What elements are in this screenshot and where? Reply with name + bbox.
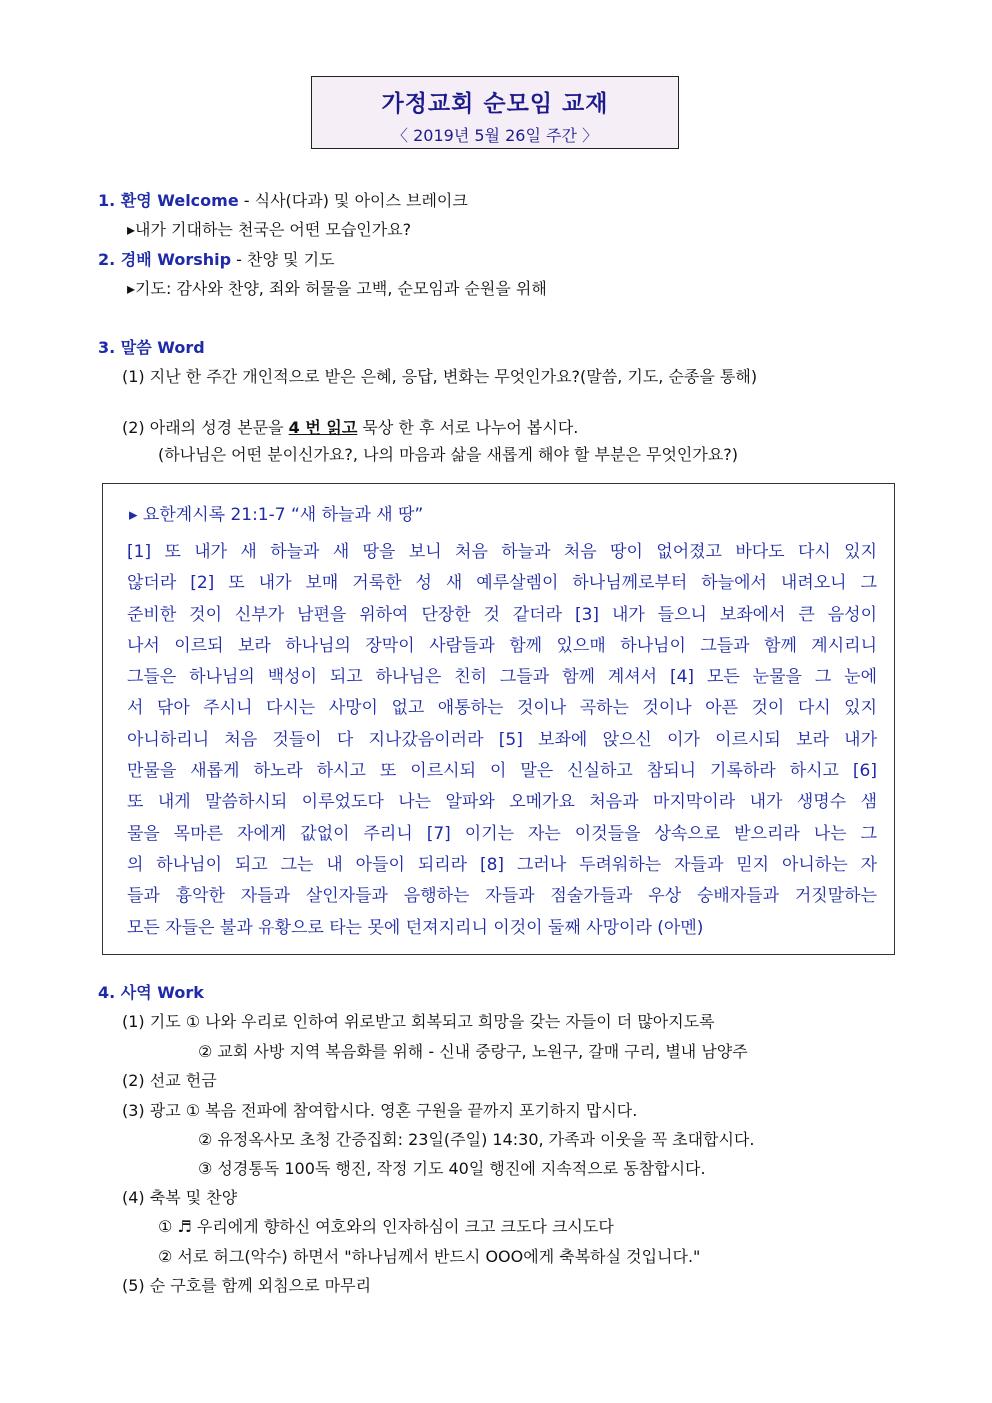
section-3-item-2: (2) 아래의 성경 본문을 4 번 읽고 묵상 한 후 서로 나누어 봅시다. [122,418,579,437]
section-3-item-2-sub: (하나님은 어떤 분이신가요?, 나의 마음과 삶을 새롭게 해야 할 부분은 무엇인가요?) [158,445,739,464]
section-4-heading: 4. 사역 Work [98,983,204,1002]
scripture-line: 준비한 것이 신부가 남편을 위하여 단장한 것 같더라 [3] 내가 들으니 보좌에서 큰 음성이 [127,604,877,625]
title-box [311,76,679,149]
section-1-question: ▸내가 기대하는 천국은 어떤 모습인가요? [127,220,412,239]
section-4-line-10: (5) 순 구호를 함께 외침으로 마무리 [122,1276,372,1295]
page-subtitle: 〈 2019년 5월 26일 주간 〉 [392,126,598,145]
scripture-text [127,537,877,944]
section-4-line-1: (1) 기도 ① 나와 우리로 인하여 위로받고 회복되고 희망을 갖는 자들이 더 많아지도록 [122,1012,715,1031]
section-2-prayer: ▸기도: 감사와 찬양, 죄와 허물을 고백, 순모임과 순원을 위해 [127,279,547,298]
page-title: 가정교회 순모임 교재 [381,91,609,117]
section-3-item-1: (1) 지난 한 주간 개인적으로 받은 은혜, 응답, 변화는 무엇인가요?(말씀, 기도, 순종을 통해) [122,367,758,386]
scripture-line: [1] 또 내가 새 하늘과 새 땅을 보니 처음 하늘과 처음 땅이 없어졌고 바다도 다시 있지 [127,542,877,562]
section-3-heading: 3. 말씀 Word [98,338,205,357]
section-4-line-9: ② 서로 허그(악수) 하면서 "하나님께서 반드시 OOO에게 축복하실 것입니다." [158,1247,701,1266]
section-4-line-3: (2) 선교 헌금 [122,1071,217,1090]
scripture-line: 또 내게 말씀하시되 이루었도다 나는 알파와 오메가요 처음과 마지막이라 내가 생명수 샘 [127,792,877,813]
scripture-line: 않더라 [2] 또 내가 보매 거룩한 성 새 예루살렘이 하나님께로부터 하늘에서 내려오니 그 [127,573,877,594]
section-1-heading: 1. 환영 Welcome - 식사(다과) 및 아이스 브레이크 [98,191,468,210]
scripture-line: 물을 목마른 자에게 값없이 주리니 [7] 이기는 자는 이것들을 상속으로 받으리라 나는 그 [127,823,877,844]
scripture-line: 그들은 하나님의 백성이 되고 하나님은 친히 그들과 함께 계셔서 [4] 모든 눈물을 그 눈에 [127,667,877,688]
scripture-line: 모든 자들은 불과 유황으로 타는 못에 던져지리니 이것이 둘째 사망이라 (아멘) [127,917,704,938]
section-4-line-5: ② 유정옥사모 초청 간증집회: 23일(주일) 14:30, 가족과 이웃을 꼭 초대합시다. [198,1130,755,1149]
section-2-heading: 2. 경배 Worship - 찬양 및 기도 [98,250,335,269]
section-4-line-2: ② 교회 사방 지역 복음화를 위해 - 신내 중랑구, 노원구, 갈매 구리, 별내 남양주 [198,1042,748,1061]
scripture-line: 들과 흉악한 자들과 살인자들과 음행하는 자들과 점술가들과 우상 숭배자들과 거짓말하는 [127,886,877,907]
scripture-line: 서 닦아 주시니 다시는 사망이 없고 애통하는 것이나 곡하는 것이나 아픈 것이 다시 있지 [127,698,877,719]
section-4-line-8: ① ♬ 우리에게 향하신 여호와의 인자하심이 크고 크도다 크시도다 [158,1217,614,1236]
scripture-title: ▸ 요한계시록 21:1-7 “새 하늘과 새 땅” [129,505,424,525]
section-4-line-4: (3) 광고 ① 복음 전파에 참여합시다. 영혼 구원을 끝까지 포기하지 맙시다. [122,1101,638,1120]
scripture-line: 의 하나님이 되고 그는 내 아들이 되리라 [8] 그러나 두려워하는 자들과 믿지 아니하는 자 [127,854,877,875]
scripture-box [102,483,895,955]
scripture-line: 만물을 새롭게 하노라 하시고 또 이르시되 이 말은 신실하고 참되니 기록하라 하시고 [6] [127,761,877,782]
section-4-line-7: (4) 축복 및 찬양 [122,1188,238,1207]
scripture-line: 나서 이르되 보라 하나님의 장막이 사람들과 함께 있으매 하나님이 그들과 함께 계시리니 [127,635,877,656]
section-4-line-6: ③ 성경통독 100독 행진, 작정 기도 40일 행진에 지속적으로 동참합시다. [198,1159,706,1178]
scripture-line: 아니하리니 처음 것들이 다 지나갔음이러라 [5] 보좌에 앉으신 이가 이르시되 보라 내가 [127,729,877,750]
